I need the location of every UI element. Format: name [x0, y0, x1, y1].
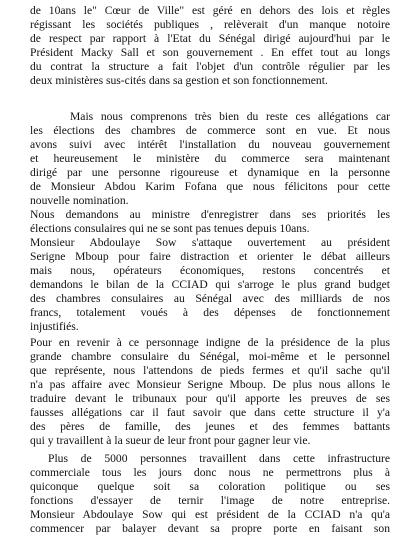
text-line: Nous demandons au ministre d'enregistrer dans ses priorités les: [30, 208, 390, 221]
text-line: de Monsieur Abdou Karim Fofana que nous félicitons pour cette: [30, 180, 390, 193]
text-line: demandons le bilan de la CCIAD qui s'arroge le plus grand budget: [30, 278, 390, 291]
text-line: qui y travaillent à la sueur de leur front pour gagner leur vie.: [30, 434, 311, 447]
text-line: grande chambre consulaire du Sénégal, moi-même et le personnel: [30, 350, 390, 363]
text-line: régissant les sociétés publiques , relèverait d'un manque notoire: [30, 18, 390, 31]
text-line: deux ministères sus-cités dans sa gestion et son fonctionnement.: [30, 74, 328, 87]
text-line: des chambres consulaires au Sénégal avec des milliards de nos: [30, 292, 390, 305]
text-line: de 10ans le" Cœur de Ville" est géré en dehors des lois et règles: [30, 4, 390, 17]
text-line: francs, totalement voués à des dépenses de fonctionnement: [30, 306, 390, 319]
text-line: des pères de famille, des jeunes et des femmes battants: [30, 420, 390, 433]
text-line: commencer par balayer devant sa propre porte en faisant son: [30, 522, 390, 535]
text-line: avons suivi avec intérêt l'installation du nouveau gouvernement: [30, 138, 390, 151]
text-line: commerciale tous les jours donc nous ne permettrons plus à: [30, 466, 390, 479]
text-line: et heureusement le ministère du commerce sera maintenant: [30, 152, 390, 165]
text-line: injustifiés.: [30, 320, 79, 333]
text-line: Plus de 5000 personnes travaillent dans cette infrastructure: [48, 452, 390, 465]
text-line: Monsieur Abdoulaye Sow s'attaque ouvertement au président: [30, 236, 390, 249]
text-line: du contrat la structure a fait l'objet d'un contrôle régulier par les: [30, 60, 390, 73]
text-line: n'a pas affaire avec Monsieur Serigne Mboup. De plus nous allons le: [30, 378, 390, 391]
text-line: Président Macky Sall et son gouvernement . En effet tout au longs: [30, 46, 390, 59]
text-line: élections consulaires qui ne se sont pas tenues depuis 10ans.: [30, 222, 310, 235]
text-line: Monsieur Abdoulaye Sow qui est président de la CCIAD n'a qu'a: [30, 508, 390, 521]
text-line: Pour en revenir à ce personnage indigne de la présidence de la plus: [30, 336, 390, 349]
text-line: quiconque quelque soit sa coloration politique ou ses: [30, 480, 390, 493]
text-line: nouvelle nomination.: [30, 194, 129, 207]
text-line: fonctions d'essayer de ternir l'image de notre entreprise.: [30, 494, 390, 507]
text-line: traduire devant le tribunaux pour qu'il apporte les preuves de ses: [30, 392, 390, 405]
text-line: de respect par rapport à l'Etat du Sénégal dirigé aujourd'hui par le: [30, 32, 390, 45]
text-line: Serigne Mboup pour faire distraction et orienter le débat ailleurs: [30, 250, 390, 263]
text-line: Mais nous comprenons très bien du reste ces allégations car: [70, 110, 390, 123]
text-line: mais nous, opérateurs économiques, restons concentrés et: [30, 264, 390, 277]
text-line: dirigé par une personne rigoureuse et dynamique en la personne: [30, 166, 390, 179]
text-line: fausses allégations car il faut savoir que dans cette structure il y'a: [30, 406, 390, 419]
text-line: que représente, nous l'attendons de pieds fermes et qu'il sache qu'il: [30, 364, 390, 377]
text-line: les élections des chambres de commerce sont en vue. Et nous: [30, 124, 390, 137]
